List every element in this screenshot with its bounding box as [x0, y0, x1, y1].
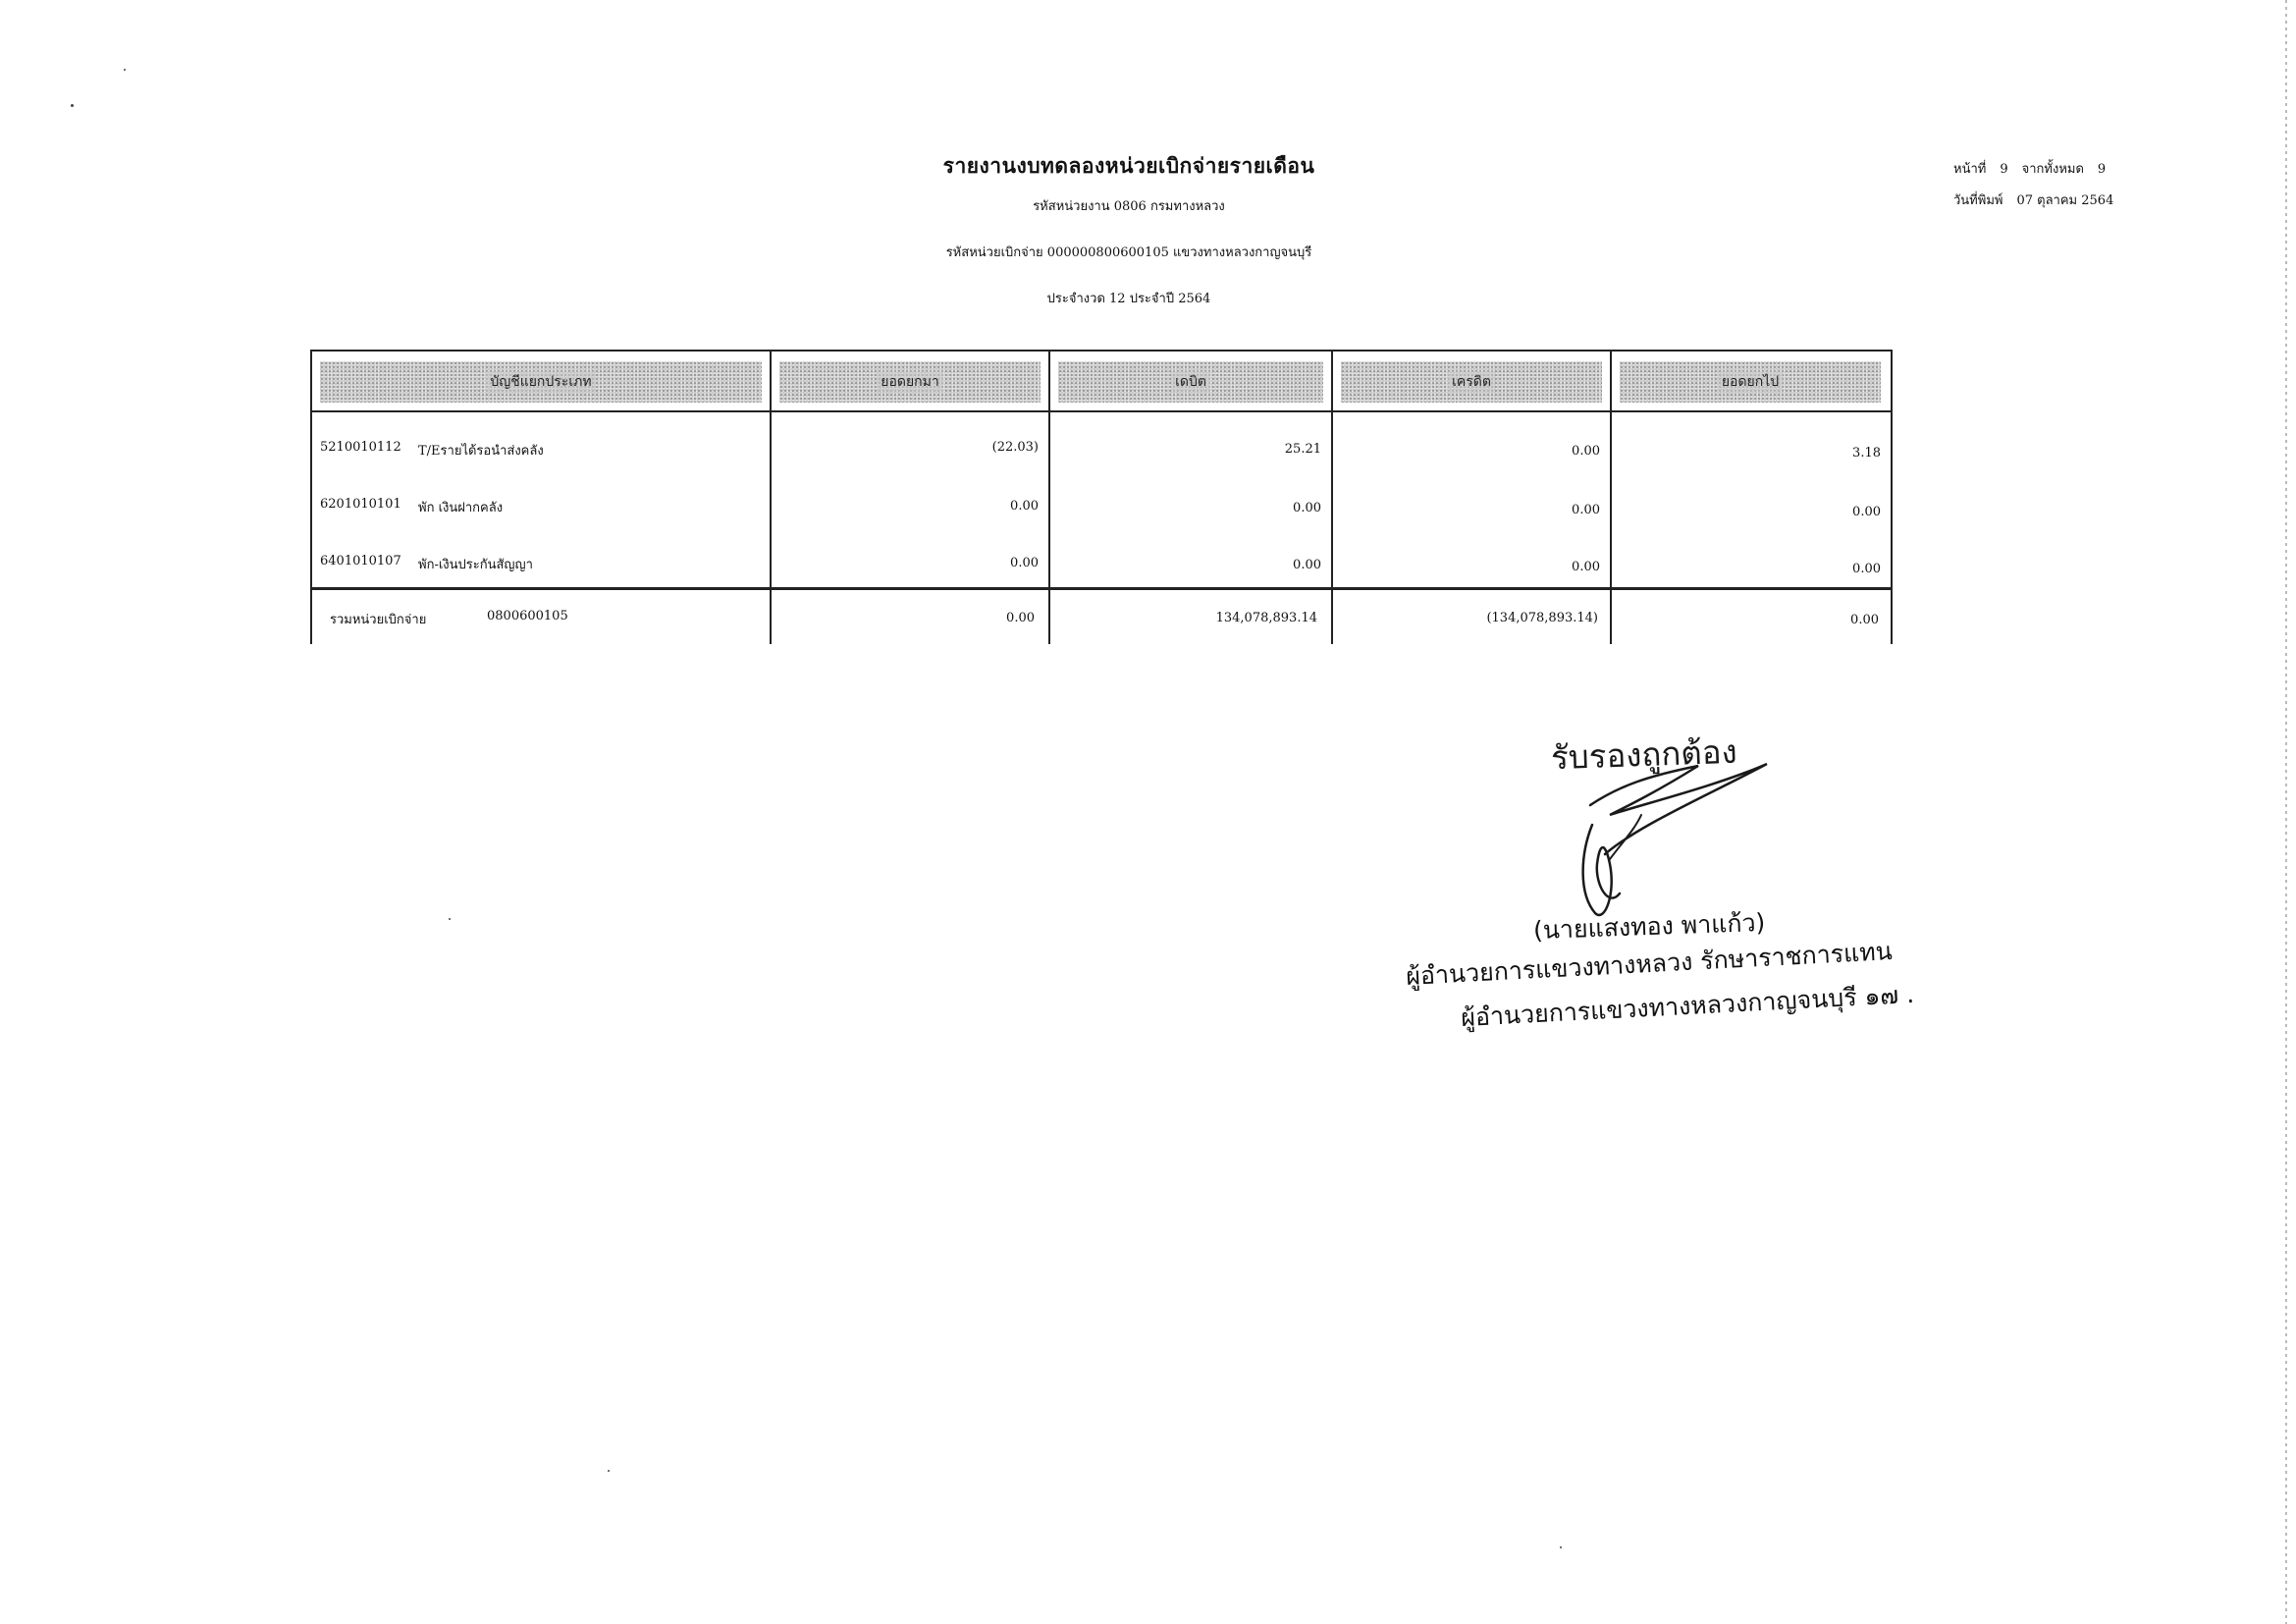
page-meta: [1953, 154, 2113, 217]
print-date: 07 ตุลาคม 2564: [2016, 193, 2114, 208]
signer-position-line2: ผู้อำนวยการแขวงทางหลวงกาญจนบุรี ๑๗ .: [1460, 979, 1915, 1033]
print-date-label: วันที่พิมพ์: [1953, 193, 2003, 208]
table-row-account-name: T/Eรายได้รอนำส่งคลัง: [418, 444, 544, 459]
column-header-debit: เดบิต: [1058, 361, 1323, 403]
column-header-brought-forward: ยอดยกมา: [779, 361, 1041, 403]
table-row-credit: 0.00: [1572, 503, 1600, 517]
table-row-debit: 0.00: [1293, 558, 1321, 572]
column-divider: [770, 352, 772, 644]
disbursement-unit-line: รหัสหน่วยเบิกจ่าย 000000800600105 แขวงทางหลวงกาญจนบุรี: [945, 245, 1312, 260]
header-divider: [312, 410, 1891, 412]
scan-speck: [71, 104, 74, 107]
table-row-carried-forward: 0.00: [1852, 505, 1881, 519]
agency-line: รหัสหน่วยงาน 0806 กรมทางหลวง: [1033, 199, 1225, 214]
column-header-account: บัญชีแยกประเภท: [320, 361, 762, 403]
table-row-account-name: พัก เงินฝากคลัง: [418, 501, 504, 515]
table-row-account-code: 6401010107: [320, 554, 401, 568]
total-unit-code: 0800600105: [487, 609, 568, 623]
total-credit: (134,078,893.14): [1486, 611, 1598, 625]
period-line: ประจำงวด 12 ประจำปี 2564: [1046, 292, 1211, 306]
scan-speck: [124, 69, 126, 71]
table-row-carried-forward: 0.00: [1852, 562, 1881, 576]
report-title: รายงานงบทดลองหน่วยเบิกจ่ายรายเดือน: [942, 153, 1315, 178]
table-row-debit: 0.00: [1293, 501, 1321, 515]
column-header-carried-forward: ยอดยกไป: [1620, 361, 1881, 403]
scan-speck: [608, 1470, 610, 1472]
column-divider: [1331, 352, 1333, 644]
table-row-credit: 0.00: [1572, 444, 1600, 459]
trial-balance-table: [310, 350, 1893, 644]
table-row-carried-forward: 3.18: [1852, 446, 1881, 460]
total-brought-forward: 0.00: [1006, 611, 1035, 625]
page-number: 9: [2000, 162, 2008, 177]
total-label: รวมหน่วยเบิกจ่าย: [330, 613, 427, 627]
certified-correct-stamp: รับรองถูกต้อง: [1550, 731, 1738, 778]
page-label: หน้าที่: [1953, 162, 1987, 177]
scan-speck: [1560, 1546, 1562, 1548]
table-row-credit: 0.00: [1572, 560, 1600, 574]
table-row-brought-forward: 0.00: [1010, 556, 1039, 570]
total-pages: 9: [2097, 162, 2107, 177]
table-row-account-code: 5210010112: [320, 440, 401, 455]
signer-name: (นายแสงทอง พาแก้ว): [1532, 907, 1766, 946]
table-row-debit: 25.21: [1284, 442, 1321, 457]
table-row-brought-forward: 0.00: [1010, 499, 1039, 514]
scan-speck: [449, 918, 451, 920]
scan-edge-line: [2285, 0, 2287, 1624]
total-pages-label: จากทั้งหมด: [2021, 162, 2084, 177]
signer-position-line1: ผู้อำนวยการแขวงทางหลวง รักษาราชการแทน: [1405, 937, 1894, 991]
column-header-credit: เครดิต: [1341, 361, 1602, 403]
handwritten-signature: [1551, 746, 1806, 933]
table-row-account-name: พัก-เงินประกันสัญญา: [418, 558, 533, 572]
column-divider: [1048, 352, 1050, 644]
table-row-account-code: 6201010101: [320, 497, 401, 512]
column-divider: [1610, 352, 1612, 644]
table-row-brought-forward: (22.03): [991, 440, 1039, 455]
total-carried-forward: 0.00: [1850, 613, 1879, 627]
total-debit: 134,078,893.14: [1215, 611, 1317, 625]
total-divider: [312, 587, 1891, 590]
